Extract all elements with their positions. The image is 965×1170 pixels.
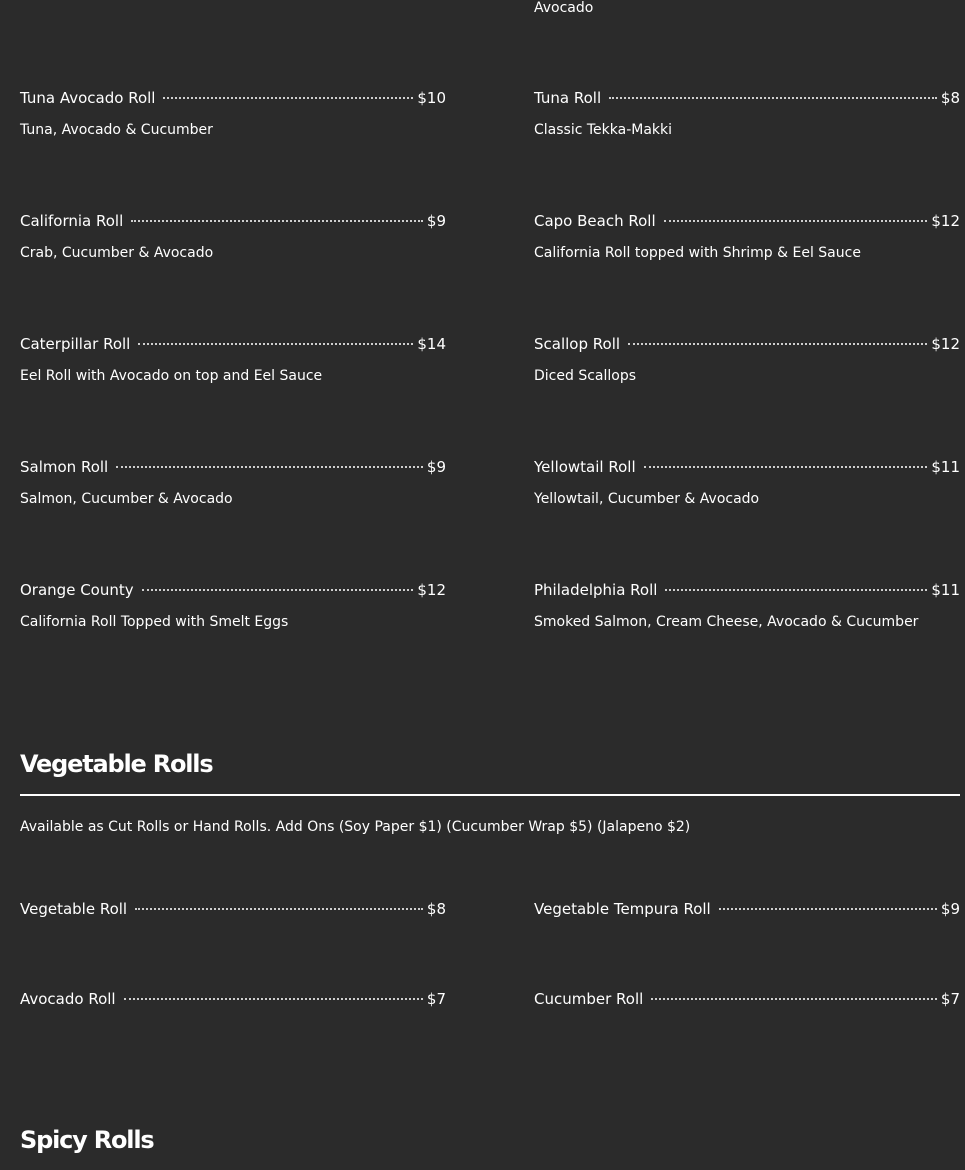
menu-item-salmon-roll	[20, 456, 446, 509]
menu-item-tuna-roll	[534, 87, 960, 140]
dot-leader	[124, 998, 423, 1000]
item-name: Philadelphia Roll	[534, 581, 658, 599]
section-title-spicy-rolls: Spicy Rolls	[20, 1126, 154, 1154]
menu-item-capo-beach-roll	[534, 210, 960, 263]
item-name: Avocado Roll	[20, 990, 116, 1008]
dot-leader	[142, 589, 414, 591]
item-name: Orange County	[20, 581, 134, 599]
item-name: Yellowtail Roll	[534, 458, 636, 476]
item-price: $11	[931, 458, 960, 476]
menu-item-cucumber-roll	[534, 988, 960, 1010]
item-name: Tuna Avocado Roll	[20, 89, 156, 107]
section-divider	[20, 794, 960, 796]
dot-leader	[135, 908, 423, 910]
dot-leader	[651, 998, 937, 1000]
item-description: California Roll Topped with Smelt Eggs	[20, 614, 289, 630]
item-name: Cucumber Roll	[534, 990, 644, 1008]
item-price: $12	[931, 212, 960, 230]
menu-item-vegetable-roll	[20, 898, 446, 920]
item-description: Crab, Cucumber & Avocado	[20, 245, 214, 261]
section-note: Available as Cut Rolls or Hand Rolls. Add Ons (Soy Paper $1) (Cucumber Wrap $5) (Jalapeno $2)	[20, 819, 691, 835]
item-price: $12	[931, 335, 960, 353]
item-price: $9	[426, 212, 446, 230]
menu-item-scallop-roll	[534, 333, 960, 386]
menu-item-vegetable-tempura-roll	[534, 898, 960, 920]
item-name: Capo Beach Roll	[534, 212, 656, 230]
dot-leader	[609, 97, 937, 99]
menu-item-tuna-avocado-roll	[20, 87, 446, 140]
item-name: Vegetable Roll	[20, 900, 128, 918]
item-name: Vegetable Tempura Roll	[534, 900, 711, 918]
item-description: Diced Scallops	[534, 368, 637, 384]
item-name: Caterpillar Roll	[20, 335, 131, 353]
item-price: $10	[417, 89, 446, 107]
item-description: Eel Roll with Avocado on top and Eel Sauce	[20, 368, 323, 384]
item-name: Scallop Roll	[534, 335, 621, 353]
item-price: $11	[931, 581, 960, 599]
item-price: $12	[417, 581, 446, 599]
menu-item-yellowtail-roll	[534, 456, 960, 509]
item-name: Salmon Roll	[20, 458, 109, 476]
dot-leader	[116, 466, 423, 468]
item-description: Classic Tekka-Makki	[534, 122, 673, 138]
dot-leader	[665, 589, 927, 591]
item-name: California Roll	[20, 212, 124, 230]
item-description: Salmon, Cucumber & Avocado	[20, 491, 233, 507]
dot-leader	[138, 343, 413, 345]
item-price: $7	[426, 990, 446, 1008]
item-price: $14	[417, 335, 446, 353]
item-description: California Roll topped with Shrimp & Eel Sauce	[534, 245, 861, 261]
menu-item-caterpillar-roll	[20, 333, 446, 386]
previous-item-description: Avocado	[534, 0, 594, 16]
dot-leader	[163, 97, 413, 99]
item-price: $7	[940, 990, 960, 1008]
section-title-vegetable-rolls: Vegetable Rolls	[20, 750, 213, 778]
item-price: $8	[426, 900, 446, 918]
dot-leader	[131, 220, 423, 222]
dot-leader	[628, 343, 927, 345]
menu-item-orange-county	[20, 579, 446, 632]
item-price: $9	[426, 458, 446, 476]
item-description: Smoked Salmon, Cream Cheese, Avocado & Cucumber	[534, 614, 919, 630]
item-price: $9	[940, 900, 960, 918]
menu-item-avocado-roll	[20, 988, 446, 1010]
item-price: $8	[940, 89, 960, 107]
dot-leader	[664, 220, 928, 222]
dot-leader	[719, 908, 937, 910]
menu-item-philadelphia-roll	[534, 579, 960, 632]
item-name: Tuna Roll	[534, 89, 602, 107]
item-description: Yellowtail, Cucumber & Avocado	[534, 491, 760, 507]
item-description: Tuna, Avocado & Cucumber	[20, 122, 213, 138]
menu-item-california-roll	[20, 210, 446, 263]
dot-leader	[644, 466, 928, 468]
